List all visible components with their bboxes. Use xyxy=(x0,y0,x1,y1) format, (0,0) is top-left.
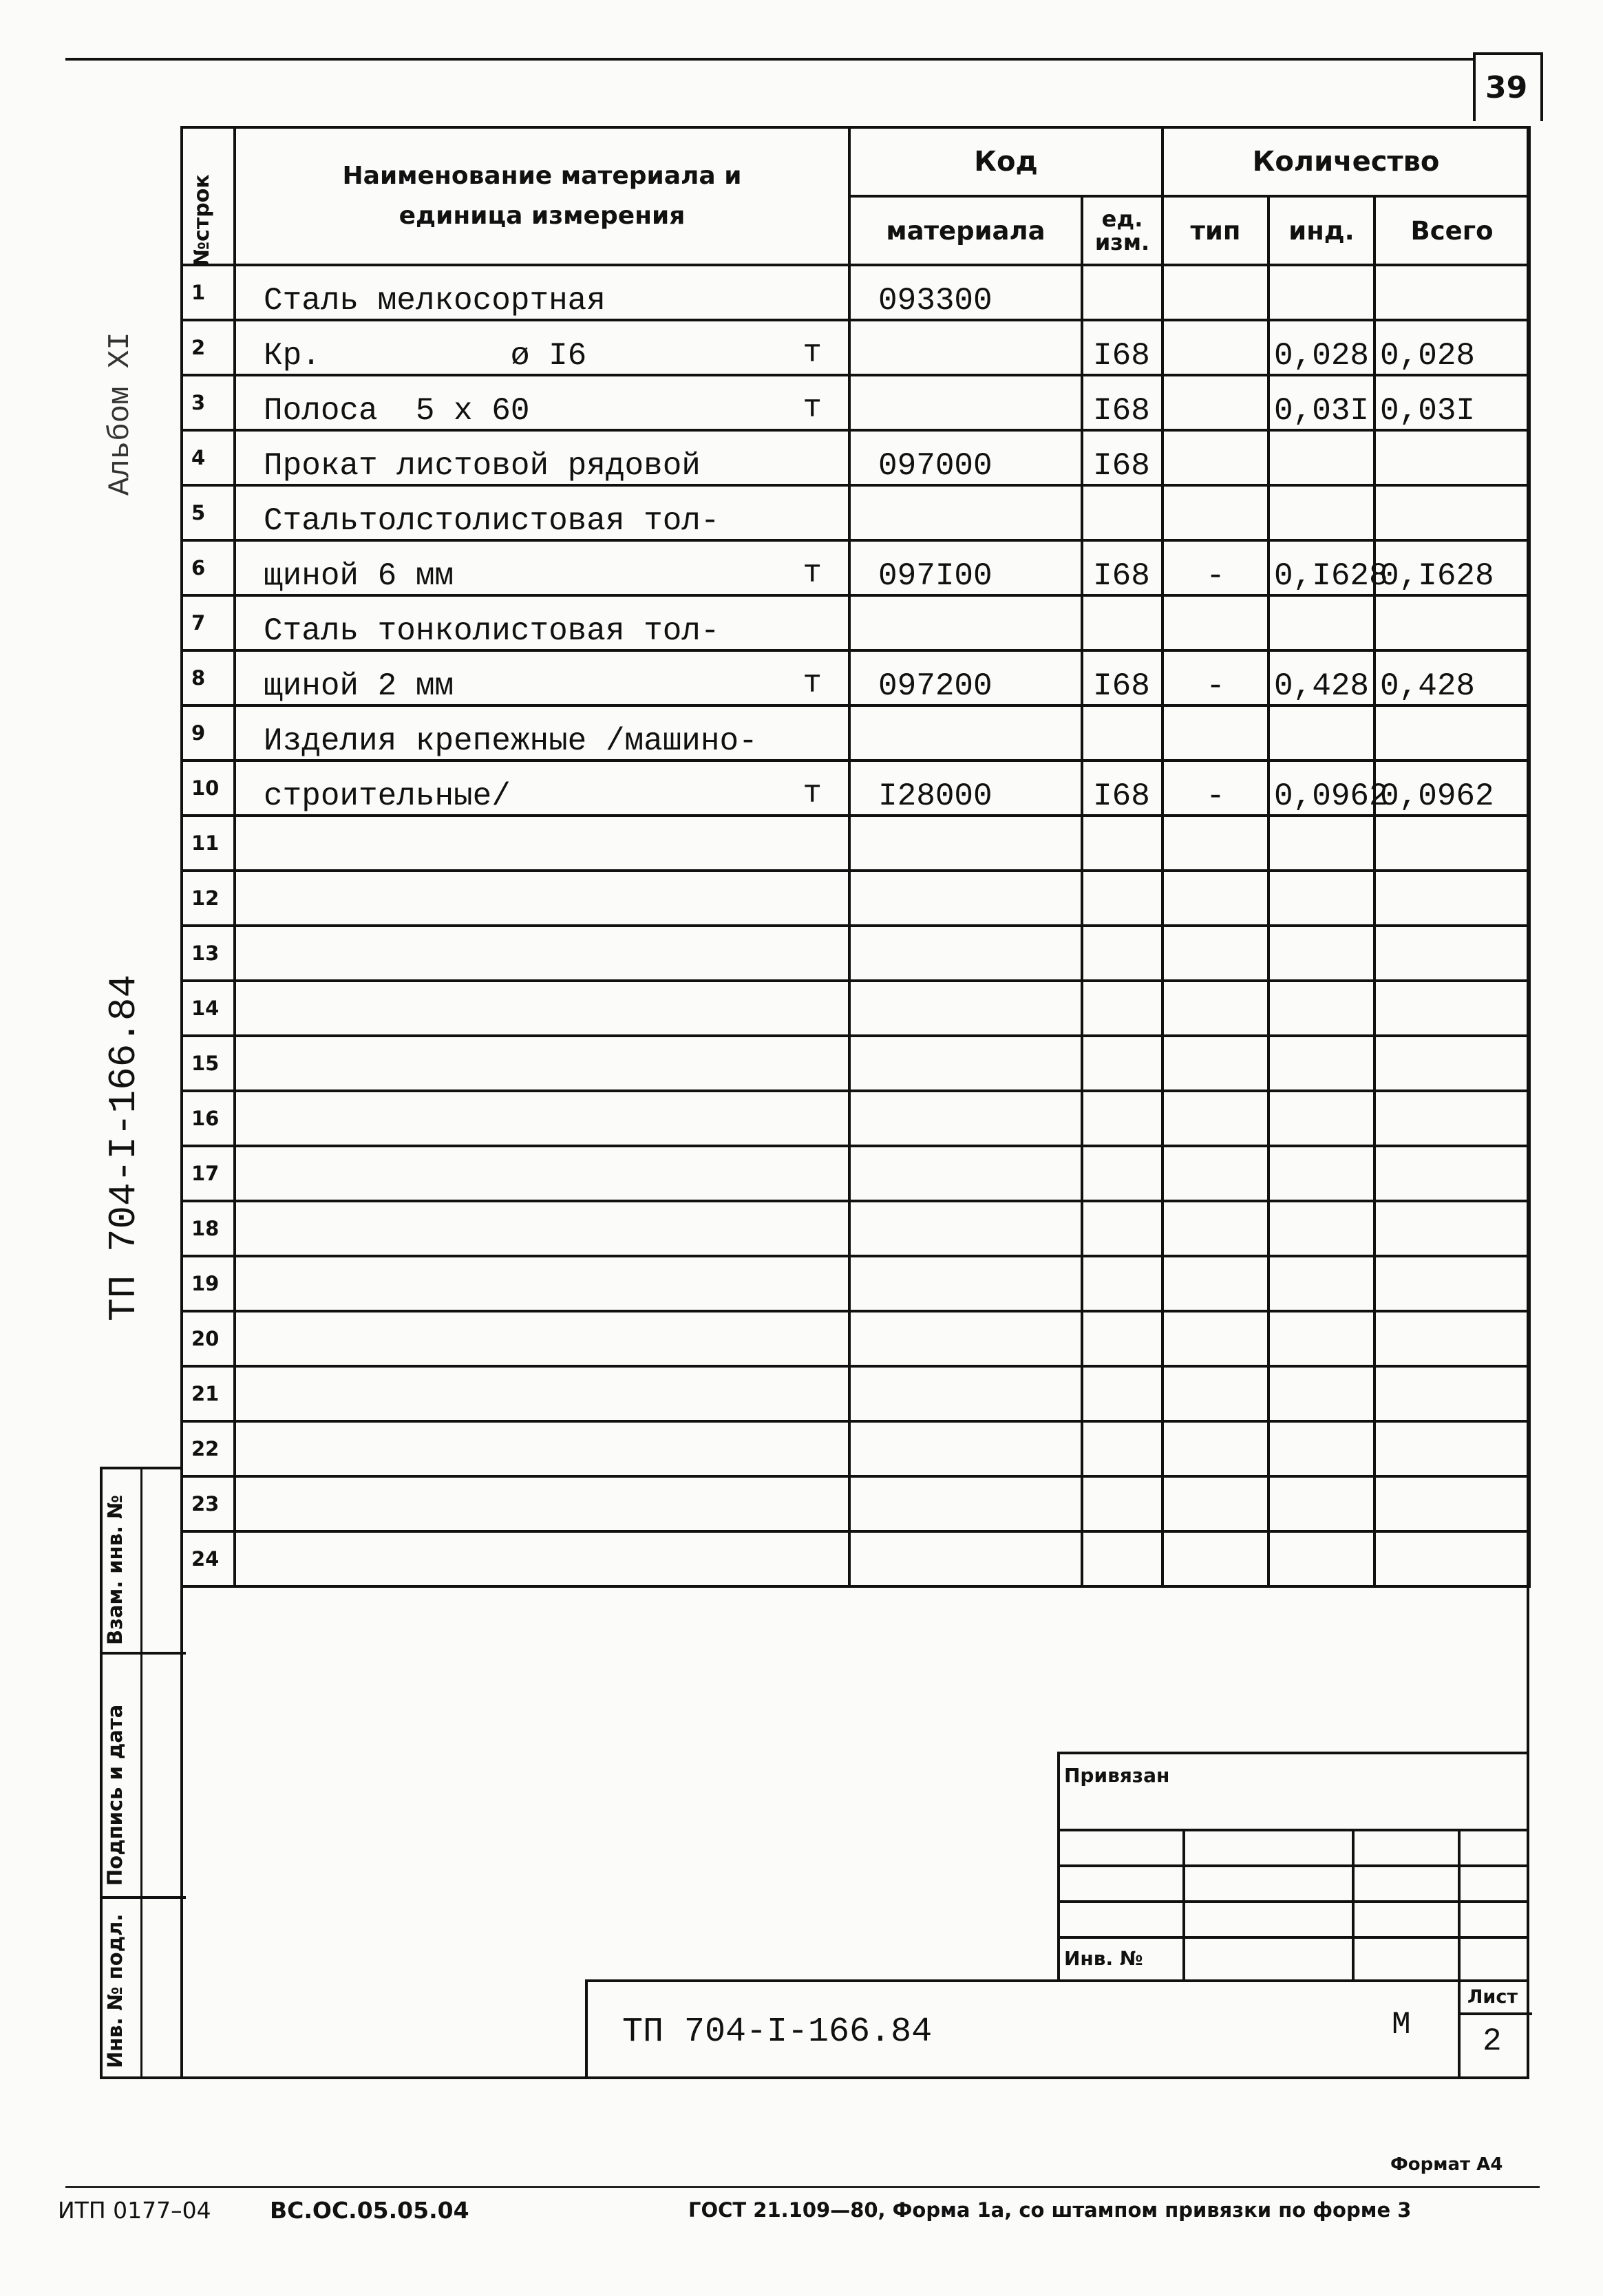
qty-ind xyxy=(1268,1036,1374,1091)
signature-date-label: Подпись и дата xyxy=(103,1704,127,1886)
material-name xyxy=(235,595,849,650)
top-border-line xyxy=(65,58,1474,61)
material-name-text: Сталь мелкосортная xyxy=(264,283,606,319)
unit-code xyxy=(1082,1311,1163,1366)
row-number-text: 23 xyxy=(191,1492,220,1516)
qty-ind xyxy=(1268,595,1374,650)
unit-code xyxy=(1082,1091,1163,1146)
qty-ind xyxy=(1268,320,1374,375)
row-number-text: 21 xyxy=(191,1382,220,1405)
unit-code xyxy=(1082,1036,1163,1091)
row-number xyxy=(182,375,235,430)
table-row xyxy=(182,1311,1529,1366)
row-number xyxy=(182,926,235,981)
table-row xyxy=(182,320,1529,375)
qty-type xyxy=(1163,1531,1268,1586)
qty-ind xyxy=(1268,1531,1374,1586)
material-name xyxy=(235,1256,849,1311)
header-qty-total: Всего xyxy=(1374,196,1529,265)
material-name xyxy=(235,265,849,320)
material-code xyxy=(849,1366,1082,1421)
qty-total xyxy=(1374,1036,1529,1091)
qty-total xyxy=(1374,1366,1529,1421)
row-number-text: 22 xyxy=(191,1437,220,1460)
qty-ind xyxy=(1268,375,1374,430)
qty-total-text: 0,I628 xyxy=(1380,558,1494,594)
table-row xyxy=(182,650,1529,705)
material-name xyxy=(235,1421,849,1476)
header-code-material: материала xyxy=(849,196,1082,265)
title-stage: М xyxy=(1392,2007,1411,2043)
qty-total xyxy=(1374,1421,1529,1476)
album-label: Альбом XI xyxy=(103,332,138,496)
left-stamp-divider-2 xyxy=(100,1896,186,1899)
table-row xyxy=(182,265,1529,320)
material-name xyxy=(235,705,849,761)
qty-type xyxy=(1163,375,1268,430)
material-name xyxy=(235,1146,849,1201)
material-name-text: Сталь тонколистовая тол- xyxy=(264,613,720,649)
material-code-text: 093300 xyxy=(878,283,992,319)
margin-doc-code: ТП 704-I-166.84 xyxy=(102,974,146,1321)
unit-code xyxy=(1082,816,1163,871)
table-row xyxy=(182,761,1529,816)
footer-line xyxy=(65,2186,1540,2188)
qty-ind xyxy=(1268,871,1374,926)
material-name xyxy=(235,761,849,816)
qty-total xyxy=(1374,1146,1529,1201)
unit-code xyxy=(1082,320,1163,375)
row-number xyxy=(182,1366,235,1421)
top-sheet-number-box xyxy=(1473,52,1543,121)
unit-code xyxy=(1082,650,1163,705)
material-code xyxy=(849,1201,1082,1256)
qty-type xyxy=(1163,1091,1268,1146)
row-number-text: 5 xyxy=(191,501,206,524)
qty-total xyxy=(1374,1311,1529,1366)
row-number-text: 16 xyxy=(191,1107,220,1130)
unit-code xyxy=(1082,595,1163,650)
material-name-text: Прокат листовой рядовой xyxy=(264,448,701,484)
qty-total xyxy=(1374,926,1529,981)
qty-type xyxy=(1163,1311,1268,1366)
qty-ind xyxy=(1268,761,1388,816)
stamp-col-2 xyxy=(1352,1829,1355,1982)
material-code xyxy=(849,1256,1082,1311)
title-sheet-divider xyxy=(1458,1979,1461,2079)
row-number xyxy=(182,650,235,705)
qty-ind xyxy=(1268,705,1374,761)
qty-type xyxy=(1163,871,1268,926)
qty-ind-text: 0,03I xyxy=(1274,393,1370,429)
row-number xyxy=(182,1146,235,1201)
material-name xyxy=(235,816,849,871)
row-number xyxy=(182,1256,235,1311)
material-code xyxy=(849,265,1082,320)
material-name-text: строительные/ xyxy=(264,778,511,814)
material-code xyxy=(849,1036,1082,1091)
material-unit: т xyxy=(803,555,822,591)
qty-total xyxy=(1374,1256,1529,1311)
table-row xyxy=(182,1531,1529,1586)
qty-ind xyxy=(1268,650,1374,705)
qty-ind xyxy=(1268,1146,1374,1201)
material-unit: т xyxy=(803,776,822,811)
material-name xyxy=(235,320,849,375)
material-spec-table xyxy=(180,126,1531,1588)
header-row-no-cell xyxy=(182,127,235,265)
unit-code xyxy=(1082,1366,1163,1421)
unit-code-text: I68 xyxy=(1093,668,1150,704)
material-code-text: I28000 xyxy=(878,778,992,814)
material-code xyxy=(849,540,1082,595)
material-code xyxy=(849,705,1082,761)
material-name-text: щиной 2 мм xyxy=(264,668,454,704)
title-sheet-number: 2 xyxy=(1483,2023,1502,2059)
qty-type xyxy=(1163,761,1268,816)
material-code xyxy=(849,485,1082,540)
row-number-text: 7 xyxy=(191,611,206,635)
qty-total xyxy=(1374,981,1529,1036)
qty-ind xyxy=(1268,1256,1374,1311)
unit-code xyxy=(1082,705,1163,761)
qty-type xyxy=(1163,430,1268,485)
qty-type xyxy=(1163,1421,1268,1476)
row-number-text: 1 xyxy=(191,281,206,304)
inv-label: Инв. № xyxy=(1064,1947,1143,1970)
inv-original-label: Инв. № подл. xyxy=(103,1913,127,2068)
material-code xyxy=(849,1421,1082,1476)
unit-code-text: I68 xyxy=(1093,393,1150,429)
row-number xyxy=(182,485,235,540)
unit-code-text: I68 xyxy=(1093,778,1150,814)
unit-code xyxy=(1082,430,1163,485)
unit-code xyxy=(1082,265,1163,320)
qty-total-text: 0,03I xyxy=(1380,393,1476,429)
table-row xyxy=(182,1421,1529,1476)
qty-total xyxy=(1374,761,1529,816)
material-code xyxy=(849,761,1082,816)
row-number xyxy=(182,705,235,761)
qty-total xyxy=(1374,1201,1529,1256)
top-sheet-number: 39 xyxy=(1485,70,1528,105)
row-number-text: 19 xyxy=(191,1272,220,1295)
table-row xyxy=(182,1476,1529,1531)
material-name-text: Изделия крепежные /машино- xyxy=(264,723,758,759)
qty-ind xyxy=(1268,485,1374,540)
table-row xyxy=(182,926,1529,981)
qty-ind xyxy=(1268,1311,1374,1366)
row-number xyxy=(182,320,235,375)
row-number-text: 17 xyxy=(191,1162,220,1185)
table-row xyxy=(182,705,1529,761)
header-qty-ind: инд. xyxy=(1268,196,1374,265)
table-row xyxy=(182,816,1529,871)
left-stamp-inner-line xyxy=(140,1467,142,2079)
qty-type xyxy=(1163,595,1268,650)
qty-total xyxy=(1374,595,1529,650)
header-name-cell xyxy=(235,127,849,265)
material-code-text: 097I00 xyxy=(878,558,992,594)
row-number xyxy=(182,1036,235,1091)
table-row xyxy=(182,595,1529,650)
qty-total xyxy=(1374,816,1529,871)
unit-code xyxy=(1082,540,1163,595)
binding-stamp xyxy=(1057,1752,1529,1982)
table-row xyxy=(182,1201,1529,1256)
material-code-text: 097000 xyxy=(878,448,992,484)
material-name xyxy=(235,1531,849,1586)
material-name xyxy=(235,485,849,540)
qty-ind-text: 0,028 xyxy=(1274,338,1370,374)
unit-code xyxy=(1082,1256,1163,1311)
material-unit: т xyxy=(803,666,822,701)
row-number xyxy=(182,1421,235,1476)
qty-type xyxy=(1163,1366,1268,1421)
row-number-text: 10 xyxy=(191,776,220,800)
unit-code xyxy=(1082,1531,1163,1586)
unit-code xyxy=(1082,485,1163,540)
material-code xyxy=(849,650,1082,705)
title-sheet-label: Лист xyxy=(1467,1986,1518,2008)
material-code xyxy=(849,1311,1082,1366)
row-number-text: 14 xyxy=(191,997,220,1020)
material-code xyxy=(849,1091,1082,1146)
title-doc-code: ТП 704-I-166.84 xyxy=(622,2012,933,2052)
row-number xyxy=(182,1531,235,1586)
unit-code xyxy=(1082,1421,1163,1476)
material-code xyxy=(849,926,1082,981)
row-number-text: 12 xyxy=(191,886,220,910)
unit-code xyxy=(1082,1476,1163,1531)
row-number xyxy=(182,430,235,485)
unit-code-text: I68 xyxy=(1093,558,1150,594)
material-code xyxy=(849,1476,1082,1531)
qty-total-text: 0,0962 xyxy=(1380,778,1494,814)
row-number xyxy=(182,816,235,871)
qty-ind xyxy=(1268,430,1374,485)
row-number xyxy=(182,595,235,650)
footer-gost-note: ГОСТ 21.109—80, Форма 1а, со штампом привязки по форме 3 xyxy=(688,2198,1412,2222)
material-name xyxy=(235,926,849,981)
material-code xyxy=(849,816,1082,871)
qty-type-text: - xyxy=(1206,778,1225,814)
table-row xyxy=(182,1091,1529,1146)
spec-table-body xyxy=(182,265,1529,1586)
qty-ind xyxy=(1268,265,1374,320)
row-number xyxy=(182,1476,235,1531)
material-name xyxy=(235,375,849,430)
material-name-text: Полоса 5 х 60 xyxy=(264,393,530,429)
qty-type xyxy=(1163,1201,1268,1256)
header-code-group: Код xyxy=(849,127,1163,196)
qty-total xyxy=(1374,320,1529,375)
qty-total-text: 0,028 xyxy=(1380,338,1476,374)
table-row xyxy=(182,1036,1529,1091)
header-code-unit: ед. изм. xyxy=(1082,196,1163,265)
material-code xyxy=(849,1531,1082,1586)
footer-org-code: ИТП 0177–04 xyxy=(58,2197,211,2224)
table-row xyxy=(182,981,1529,1036)
qty-type xyxy=(1163,1256,1268,1311)
material-name xyxy=(235,540,849,595)
unit-code xyxy=(1082,375,1163,430)
qty-type xyxy=(1163,320,1268,375)
material-name xyxy=(235,430,849,485)
table-row xyxy=(182,1366,1529,1421)
table-row xyxy=(182,375,1529,430)
material-code xyxy=(849,871,1082,926)
material-name xyxy=(235,871,849,926)
qty-ind xyxy=(1268,926,1374,981)
material-name xyxy=(235,1366,849,1421)
qty-type xyxy=(1163,265,1268,320)
qty-type xyxy=(1163,650,1268,705)
material-code xyxy=(849,595,1082,650)
unit-code xyxy=(1082,871,1163,926)
unit-code xyxy=(1082,1146,1163,1201)
row-number-text: 18 xyxy=(191,1217,220,1240)
row-number-text: 20 xyxy=(191,1327,220,1350)
table-row xyxy=(182,1146,1529,1201)
row-number-text: 6 xyxy=(191,556,206,580)
row-number xyxy=(182,540,235,595)
qty-total xyxy=(1374,265,1529,320)
qty-total xyxy=(1374,650,1529,705)
qty-type xyxy=(1163,926,1268,981)
qty-ind xyxy=(1268,1201,1374,1256)
material-code xyxy=(849,1146,1082,1201)
material-code-text: 097200 xyxy=(878,668,992,704)
material-name xyxy=(235,981,849,1036)
material-name xyxy=(235,1036,849,1091)
qty-ind xyxy=(1268,1421,1374,1476)
qty-total xyxy=(1374,375,1529,430)
qty-total xyxy=(1374,1476,1529,1531)
bound-label: Привязан xyxy=(1064,1764,1170,1787)
qty-ind xyxy=(1268,816,1374,871)
material-code xyxy=(849,981,1082,1036)
unit-code xyxy=(1082,981,1163,1036)
row-number-text: 3 xyxy=(191,391,206,414)
footer-series-code: ВС.ОС.05.05.04 xyxy=(270,2197,469,2224)
material-name xyxy=(235,1091,849,1146)
header-name: Наименование материала и единица измерения xyxy=(342,162,742,230)
material-code xyxy=(849,320,1082,375)
material-name xyxy=(235,1476,849,1531)
row-number-text: 15 xyxy=(191,1052,220,1075)
row-number xyxy=(182,761,235,816)
qty-type xyxy=(1163,1146,1268,1201)
row-number-text: 11 xyxy=(191,831,220,855)
header-qty-group: Количество xyxy=(1163,127,1529,196)
qty-ind-text: 0,428 xyxy=(1274,668,1370,704)
row-number xyxy=(182,871,235,926)
qty-total-text: 0,428 xyxy=(1380,668,1476,704)
qty-type xyxy=(1163,485,1268,540)
qty-ind-text: 0,0962 xyxy=(1274,778,1388,814)
header-row-no: №строк xyxy=(190,174,214,266)
row-number-text: 8 xyxy=(191,666,206,690)
stamp-col-1 xyxy=(1182,1829,1185,1982)
table-row xyxy=(182,430,1529,485)
row-number xyxy=(182,265,235,320)
qty-type xyxy=(1163,816,1268,871)
row-number xyxy=(182,1311,235,1366)
unit-code-text: I68 xyxy=(1093,448,1150,484)
table-row xyxy=(182,485,1529,540)
material-unit: т xyxy=(803,390,822,426)
qty-total xyxy=(1374,871,1529,926)
qty-ind xyxy=(1268,1091,1374,1146)
stamp-col-3 xyxy=(1458,1829,1461,1982)
qty-total xyxy=(1374,430,1529,485)
unit-code xyxy=(1082,761,1163,816)
qty-type xyxy=(1163,981,1268,1036)
qty-type-text: - xyxy=(1206,668,1225,704)
qty-total xyxy=(1374,540,1529,595)
inv-replace-label: Взам. инв. № xyxy=(103,1494,127,1645)
material-unit: т xyxy=(803,335,822,371)
material-name xyxy=(235,650,849,705)
header-qty-type: тип xyxy=(1163,196,1268,265)
qty-total xyxy=(1374,1091,1529,1146)
material-name-text: щиной 6 мм xyxy=(264,558,454,594)
qty-ind xyxy=(1268,540,1388,595)
format-label: Формат А4 xyxy=(1390,2154,1503,2175)
row-number xyxy=(182,1201,235,1256)
qty-type xyxy=(1163,540,1268,595)
material-name xyxy=(235,1311,849,1366)
left-stamp-divider-1 xyxy=(100,1652,186,1655)
qty-ind xyxy=(1268,1476,1374,1531)
qty-ind xyxy=(1268,981,1374,1036)
row-number-text: 2 xyxy=(191,336,206,359)
title-sheet-hline xyxy=(1458,2012,1532,2015)
row-number-text: 9 xyxy=(191,721,206,745)
material-name-text: Кр. ø I6 xyxy=(264,338,587,374)
row-number-text: 24 xyxy=(191,1547,220,1571)
row-number xyxy=(182,981,235,1036)
table-row xyxy=(182,540,1529,595)
unit-code-text: I68 xyxy=(1093,338,1150,374)
material-name xyxy=(235,1201,849,1256)
qty-ind-text: 0,I628 xyxy=(1274,558,1388,594)
material-name-text: Стальтолстолистовая тол- xyxy=(264,503,720,539)
qty-total xyxy=(1374,485,1529,540)
row-number xyxy=(182,1091,235,1146)
qty-type-text: - xyxy=(1206,558,1225,594)
row-number-text: 13 xyxy=(191,942,220,965)
qty-type xyxy=(1163,1476,1268,1531)
qty-ind xyxy=(1268,1366,1374,1421)
qty-total xyxy=(1374,705,1529,761)
qty-type xyxy=(1163,705,1268,761)
unit-code xyxy=(1082,1201,1163,1256)
row-number-text: 4 xyxy=(191,446,206,469)
material-code xyxy=(849,430,1082,485)
material-code xyxy=(849,375,1082,430)
unit-code xyxy=(1082,926,1163,981)
table-row xyxy=(182,1256,1529,1311)
table-row xyxy=(182,871,1529,926)
title-block xyxy=(585,1979,1529,2079)
qty-total xyxy=(1374,1531,1529,1586)
qty-type xyxy=(1163,1036,1268,1091)
